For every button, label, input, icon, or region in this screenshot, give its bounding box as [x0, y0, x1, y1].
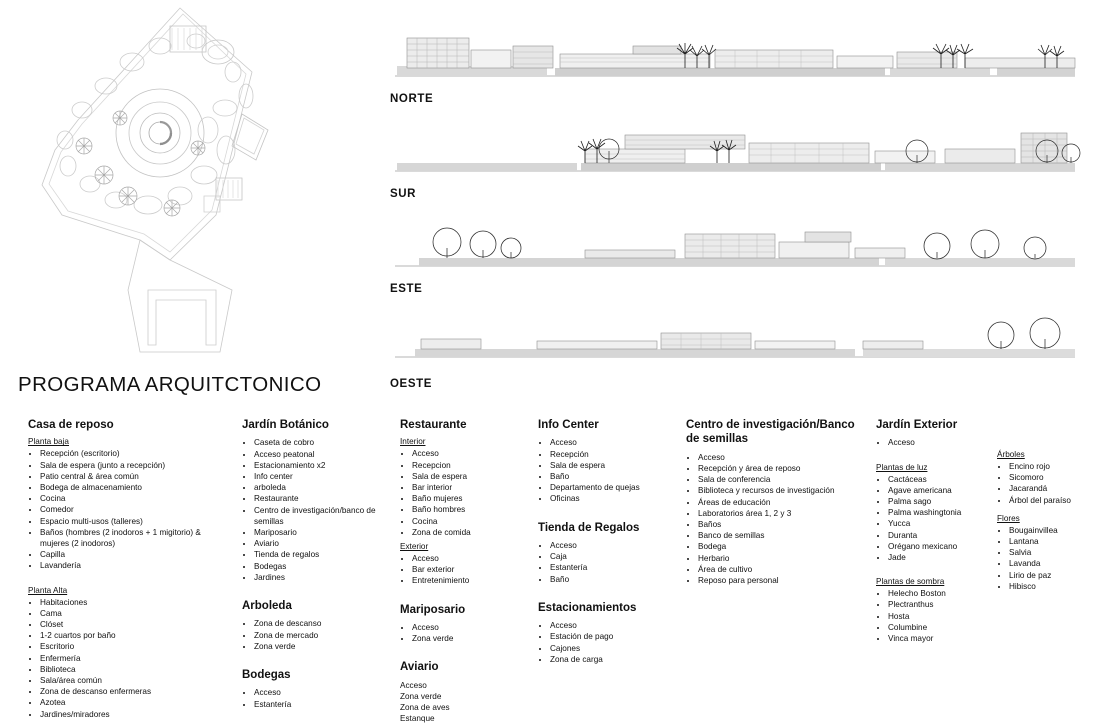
- site-plan-svg: [20, 0, 340, 370]
- list-item: • Cocina: [40, 493, 228, 504]
- list-item: • Recepcion: [412, 460, 530, 471]
- column-title: Restaurante: [400, 419, 467, 431]
- item-list: [538, 620, 683, 665]
- list-item: • 1-2 cuartos por baño: [40, 630, 228, 641]
- list-item: • Orégano mexicano: [888, 541, 991, 552]
- list-item: • Duranta: [888, 530, 991, 541]
- list-item: • Bodega: [698, 541, 866, 552]
- list-item: • Áreas de educación: [698, 497, 866, 508]
- item-list: [242, 687, 387, 709]
- list-item: • Zona de mercado: [254, 630, 387, 641]
- list-item: • arboleda: [254, 482, 387, 493]
- list-item: • Acceso: [550, 620, 683, 631]
- elevation-norte: [385, 10, 1085, 105]
- item-list: [28, 448, 228, 571]
- program-column-info-center: [538, 418, 683, 665]
- list-item: • Hosta: [888, 611, 991, 622]
- list-item: • Capilla: [40, 549, 228, 560]
- list-item: • Azotea: [40, 697, 228, 708]
- list-item: • Mariposario: [254, 527, 387, 538]
- column-title: Jardín Botánico: [242, 419, 329, 431]
- subsection-title-mariposario: Mariposario: [400, 603, 466, 616]
- list-item: • Acceso: [550, 540, 683, 551]
- elevation-oeste: [385, 295, 1085, 390]
- item-list: [242, 437, 387, 583]
- list-item: • Herbario: [698, 553, 866, 564]
- list-item: • Cama: [40, 608, 228, 619]
- list-item: • Palma washingtonia: [888, 507, 991, 518]
- list-item: • Baños: [698, 519, 866, 530]
- list-item: • Cajones: [550, 643, 683, 654]
- list-item: • Baño mujeres: [412, 493, 530, 504]
- subsection-title-estacionamientos: Estacionamientos: [538, 601, 637, 614]
- list-item: • Lavandería: [40, 560, 228, 571]
- list-item: • Centro de investigación/banco de semillas: [254, 505, 387, 527]
- subsection-title-arboleda: Arboleda: [242, 600, 292, 613]
- list-item: • Tienda de regalos: [254, 549, 387, 560]
- list-item: • Comedor: [40, 504, 228, 515]
- list-item: • Escritorio: [40, 641, 228, 652]
- list-item: • Patio central & área común: [40, 471, 228, 482]
- list-item: • Jardines/miradores: [40, 709, 228, 720]
- list-item: • Sala de espera: [550, 460, 683, 471]
- list-item: • Zona verde: [412, 633, 530, 644]
- list-item: • Reposo para personal: [698, 575, 866, 586]
- list-item: • Laboratorios área 1, 2 y 3: [698, 508, 866, 519]
- list-item: • Bodega de almacenamiento: [40, 482, 228, 493]
- list-item: • Sala/área común: [40, 675, 228, 686]
- list-item: Estanque: [400, 714, 435, 724]
- page-title: PROGRAMA ARQUITCTONICO: [18, 373, 322, 396]
- list-item: • Hibisco: [1009, 581, 1097, 592]
- list-item: • Agave americana: [888, 485, 991, 496]
- item-list: [876, 474, 991, 564]
- list-item: • Plectranthus: [888, 599, 991, 610]
- list-item: • Estantería: [550, 562, 683, 573]
- list-item: Zona de aves: [400, 703, 450, 713]
- item-list: [876, 588, 991, 644]
- subsection-title-flores: Flores: [997, 513, 1020, 523]
- list-item: • Caseta de cobro: [254, 437, 387, 448]
- elevation-label-oeste: OESTE: [390, 378, 432, 390]
- list-item: Acceso: [400, 680, 427, 690]
- list-item: • Palma sago: [888, 496, 991, 507]
- list-item: • Departamento de quejas: [550, 482, 683, 493]
- list-item: • Sicomoro: [1009, 472, 1097, 483]
- list-item: • Jardines: [254, 572, 387, 583]
- elevation-este: [385, 200, 1085, 295]
- list-item: • Entretenimiento: [412, 575, 530, 586]
- list-item: • Árbol del paraíso: [1009, 495, 1097, 506]
- program-column-plantas-lista: [997, 446, 1097, 592]
- column-title: Centro de investigación/Banco de semillas: [686, 419, 855, 446]
- subsection-title-bodegas: Bodegas: [242, 669, 291, 681]
- list-item: • Columbine: [888, 622, 991, 633]
- list-item: Zona verde: [400, 691, 442, 701]
- list-item: • Baño hombres: [412, 504, 530, 515]
- list-item: • Acceso: [888, 437, 991, 448]
- item-list: [997, 525, 1097, 592]
- list-item: • Biblioteca: [40, 664, 228, 675]
- item-list: [400, 622, 530, 644]
- program-column-casa-de-reposo: [28, 418, 228, 720]
- subsection-title-aviario: Aviario: [400, 661, 439, 674]
- program-column-restaurante: [400, 418, 530, 725]
- elevation-sur-art: [385, 105, 1085, 183]
- list-item: • Vinca mayor: [888, 633, 991, 644]
- item-list: [28, 597, 228, 720]
- item-list: [400, 553, 530, 587]
- elevation-este-art: [385, 200, 1085, 278]
- list-item: • Aviario: [254, 538, 387, 549]
- list-item: • Bougainvillea: [1009, 525, 1097, 536]
- item-list: [686, 452, 866, 586]
- elevation-sur: [385, 105, 1085, 200]
- program-columns: [0, 418, 1100, 724]
- list-item: • Zona de descanso: [254, 618, 387, 629]
- list-item: • Sala de espera: [412, 471, 530, 482]
- list-item: • Baño: [550, 574, 683, 585]
- list-item: • Sala de espera (junto a recepción): [40, 460, 228, 471]
- item-list: [400, 680, 530, 725]
- elevation-norte-art: [385, 10, 1085, 88]
- list-item: • Restaurante: [254, 493, 387, 504]
- list-item: • Baños (hombres (2 inodoros + 1 migitorio) & mujeres (2 inodoros): [40, 527, 228, 549]
- list-item: • Acceso peatonal: [254, 449, 387, 460]
- list-item: • Oficinas: [550, 493, 683, 504]
- column-title: Info Center: [538, 419, 599, 431]
- list-item: • Encino rojo: [1009, 461, 1097, 472]
- subsection-title: Interior: [400, 437, 426, 447]
- elevation-drawings: [385, 10, 1085, 390]
- list-item: • Baño: [550, 471, 683, 482]
- list-item: • Recepción y área de reposo: [698, 463, 866, 474]
- list-item: • Enfermería: [40, 653, 228, 664]
- list-item: • Lavanda: [1009, 558, 1097, 569]
- subsection-title-tienda-de-regalos: Tienda de Regalos: [538, 521, 640, 534]
- list-item: • Bodegas: [254, 561, 387, 572]
- program-column-jardin-exterior: [876, 418, 991, 644]
- list-item: • Yucca: [888, 518, 991, 529]
- program-column-jardin-botanico: [242, 418, 387, 710]
- list-item: • Cactáceas: [888, 474, 991, 485]
- list-item: • Espacio multi-usos (talleres): [40, 516, 228, 527]
- list-item: • Salvia: [1009, 547, 1097, 558]
- elevation-label-sur: SUR: [390, 188, 417, 200]
- list-item: • Acceso: [412, 553, 530, 564]
- item-list: [538, 540, 683, 585]
- subsection-title-plantas-de-luz: Plantas de luz: [876, 462, 928, 472]
- list-item: • Habitaciones: [40, 597, 228, 608]
- list-item: • Biblioteca y recursos de investigación: [698, 485, 866, 496]
- list-item: • Zona de descanso enfermeras: [40, 686, 228, 697]
- elevation-label-este: ESTE: [390, 283, 423, 295]
- list-item: • Caja: [550, 551, 683, 562]
- item-list: [538, 437, 683, 504]
- subsection-title: Exterior: [400, 542, 429, 551]
- list-item: • Acceso: [412, 448, 530, 459]
- item-list: [242, 618, 387, 652]
- list-item: • Zona verde: [254, 641, 387, 652]
- elevation-oeste-art: [385, 295, 1085, 373]
- list-item: • Banco de semillas: [698, 530, 866, 541]
- item-list: [400, 448, 530, 538]
- column-title: Casa de reposo: [28, 419, 114, 431]
- list-item: • Clóset: [40, 619, 228, 630]
- list-item: • Estantería: [254, 699, 387, 710]
- subsection-title: Planta baja: [28, 437, 69, 447]
- list-item: • Recepción (escritorio): [40, 448, 228, 459]
- item-list: [997, 461, 1097, 506]
- list-item: • Acceso: [254, 687, 387, 698]
- list-item: • Helecho Boston: [888, 588, 991, 599]
- list-item: • Jacarandá: [1009, 483, 1097, 494]
- list-item: • Zona de carga: [550, 654, 683, 665]
- elevation-label-norte: NORTE: [390, 93, 434, 105]
- list-item: • Área de cultivo: [698, 564, 866, 575]
- list-item: • Estación de pago: [550, 631, 683, 642]
- list-item: • Jade: [888, 552, 991, 563]
- list-item: • Lirio de paz: [1009, 570, 1097, 581]
- program-column-centro-investigacion: [686, 418, 866, 586]
- column-title: Jardín Exterior: [876, 419, 958, 431]
- list-item: • Estacionamiento x2: [254, 460, 387, 471]
- list-item: • Info center: [254, 471, 387, 482]
- site-plan-drawing: [20, 0, 340, 370]
- list-item: • Lantana: [1009, 536, 1097, 547]
- list-item: • Bar interior: [412, 482, 530, 493]
- list-item: • Acceso: [550, 437, 683, 448]
- list-item: • Recepción: [550, 449, 683, 460]
- subsection-title: Planta Alta: [28, 585, 68, 595]
- subsection-title-arboles: Árboles: [997, 450, 1025, 459]
- list-item: • Sala de conferencia: [698, 474, 866, 485]
- list-item: • Cocina: [412, 516, 530, 527]
- subsection-title-plantas-de-sombra: Plantas de sombra: [876, 577, 945, 587]
- list-item: • Acceso: [698, 452, 866, 463]
- item-list: [876, 437, 991, 448]
- list-item: • Zona de comida: [412, 527, 530, 538]
- list-item: • Bar exterior: [412, 564, 530, 575]
- list-item: • Acceso: [412, 622, 530, 633]
